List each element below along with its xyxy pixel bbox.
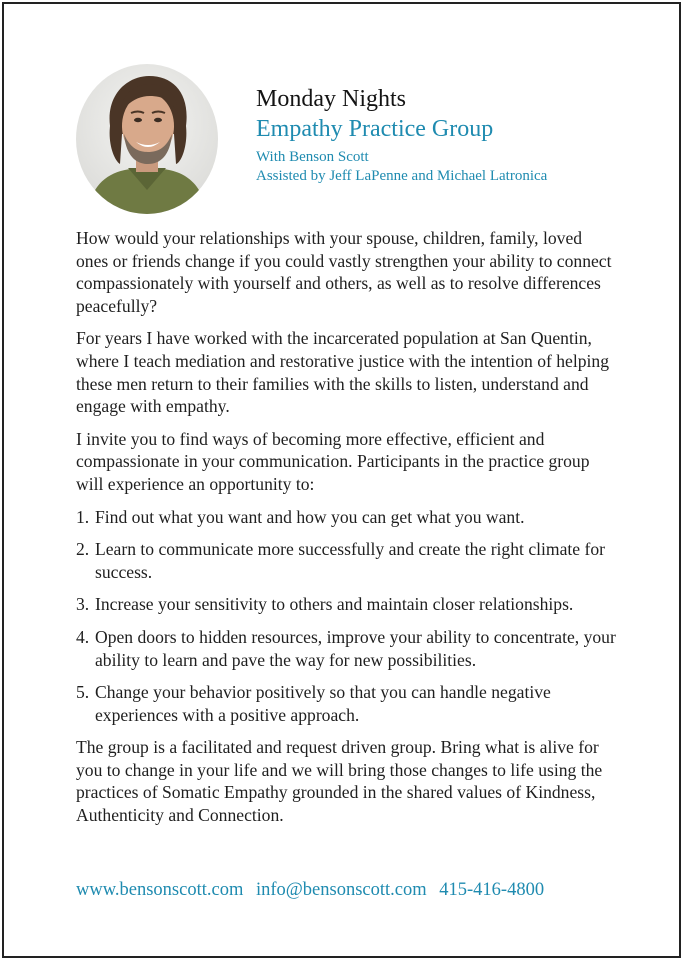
phone-link[interactable]: 415-416-4800 bbox=[439, 880, 545, 900]
list-number: 5. bbox=[76, 682, 90, 703]
background-paragraph: For years I have worked with the incarcerated population at San Quentin, where I teach mediation and restorative justice with the intention of helping these men return to their families with the skills to listen, understand and engage with empathy. bbox=[76, 328, 610, 417]
list-item bbox=[76, 626, 616, 671]
closing-paragraph: The group is a facilitated and request driven group. Bring what is alive for you to change in your life and we will bring those changes to life using the practices of Somatic Empathy grounded in the shared values of Kindness, Authenticity and Connection. bbox=[76, 737, 603, 826]
list-item-text: Find out what you want and how you can get what you want. bbox=[95, 506, 525, 527]
assistants-line: Assisted by Jeff LaPenne and Michael Latronica bbox=[256, 168, 548, 184]
profile-photo bbox=[76, 64, 218, 214]
list-item-text: Increase your sensitivity to others and maintain closer relationships. bbox=[95, 594, 574, 615]
list-number: 1. bbox=[76, 506, 90, 527]
header bbox=[256, 84, 666, 186]
facilitator-line: With Benson Scott bbox=[256, 149, 369, 165]
list-item-text: Change your behavior positively so that you can handle negative experiences with a positive approach. bbox=[95, 682, 551, 725]
list-item bbox=[76, 593, 616, 616]
list-number: 3. bbox=[76, 594, 90, 615]
list-item bbox=[76, 681, 616, 726]
list-item-text: Learn to communicate more successfully and create the right climate for success. bbox=[95, 539, 606, 582]
invitation-paragraph: I invite you to find ways of becoming more effective, efficient and compassionate in your communication. Participants in the practice group will experience an opportunity to: bbox=[76, 428, 590, 494]
email-link[interactable]: info@bensonscott.com bbox=[255, 880, 427, 900]
list-number: 2. bbox=[76, 539, 90, 560]
list-item bbox=[76, 506, 616, 529]
page-title: Monday Nights bbox=[256, 86, 406, 112]
benefits-list bbox=[76, 506, 616, 727]
list-item bbox=[76, 538, 616, 583]
body-content bbox=[76, 227, 616, 837]
website-link[interactable]: www.bensonscott.com bbox=[76, 880, 244, 900]
contact-footer bbox=[76, 880, 656, 901]
list-number: 4. bbox=[76, 626, 90, 647]
page-subtitle: Empathy Practice Group bbox=[256, 116, 494, 142]
intro-paragraph: How would your relationships with your spouse, children, family, loved ones or friends change if you could vastly strengthen your ability to connect compassionately with yourself and others, as well as to resolve differences peacefully? bbox=[76, 228, 612, 316]
list-item-text: Open doors to hidden resources, improve your ability to concentrate, your ability to learn and pave the way for new possibilities. bbox=[95, 626, 616, 670]
